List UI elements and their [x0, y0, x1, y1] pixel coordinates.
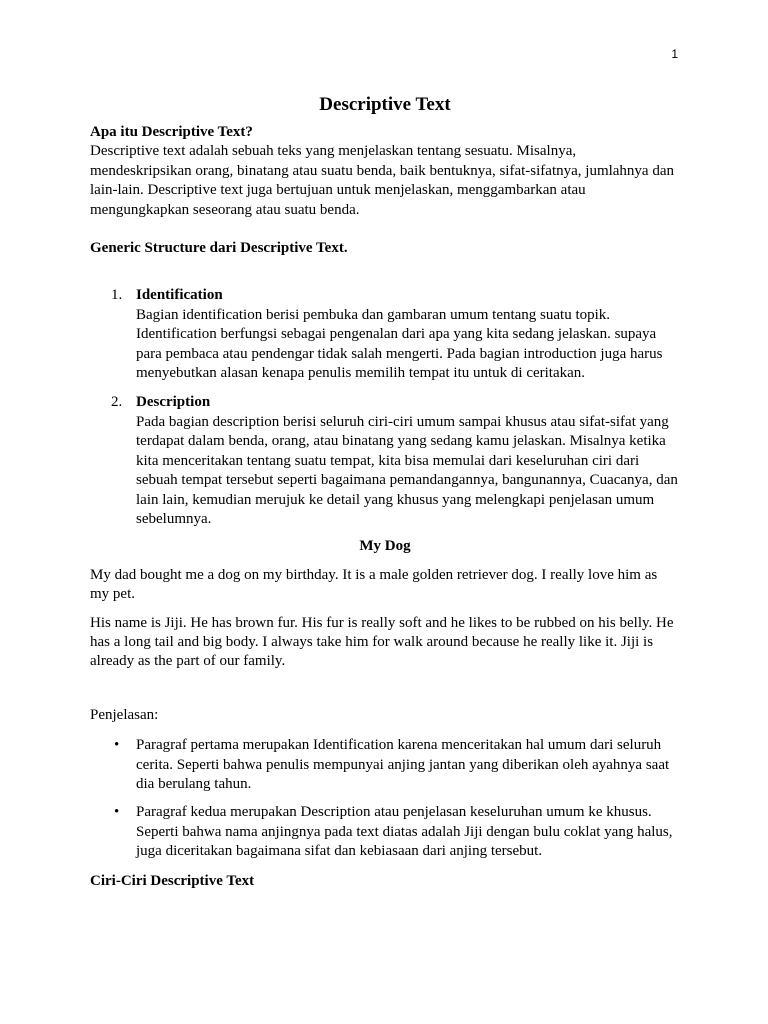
structure-item-text: Bagian identification berisi pembuka dan gambaran umum tentang suatu topik. Identification berfungsi sebagai pengenalan dari apa yang kita sedang jelaskan. supaya para pembaca atau pendengar tidak salah mengerti. Pada bagian introduction juga harus menyebutkan alasan kenapa penulis memilih tempat itu untuk di ceritakan.	[136, 306, 663, 382]
explanation-point	[90, 803, 680, 861]
document-body	[90, 93, 680, 891]
story-title: My Dog	[359, 538, 411, 555]
bullet-icon: •	[114, 804, 120, 821]
explanation-point	[90, 736, 680, 794]
story-paragraph-2: His name is Jiji. He has brown fur. His fur is really soft and he likes to be rubbed on his belly. He has a long tail and big body. I always take him for walk around because he really like it. Jiji is already as the part of our family.	[90, 614, 674, 670]
structure-item-title: Description	[136, 394, 211, 411]
explanation-label: Penjelasan:	[90, 706, 159, 723]
explanation-point-text: Paragraf pertama merupakan Identification karena menceritakan hal umum dari seluruh cerita. Seperti bahwa penulis mempunyai anjing jantan yang diberikan oleh ayahnya saat dia berulang tahun.	[136, 737, 670, 792]
structure-item-text: Pada bagian description berisi seluruh ciri-ciri umum sampai khusus atau sifat-sifat yang terdapat dalam benda, orang, atau binatang yang sedang kamu jelaskan. Misalnya ketika kita menceritakan tentang suatu tempat, kita bisa memulai dari keseluruhan ciri dari sebuah tempat tersebut seperti bagaimana pemandangannya, bangunannya, Cuacanya, dan lain lain, kemudian merujuk ke detail yang khusus yang melengkapi penjelasan umum sebelumnya.	[136, 413, 678, 527]
list-number: 1.	[111, 287, 123, 304]
structure-heading: Generic Structure dari Descriptive Text.	[90, 240, 348, 257]
structure-item-title: Identification	[136, 287, 223, 304]
list-number: 2.	[111, 394, 123, 411]
intro-paragraph: Descriptive text adalah sebuah teks yang menjelaskan tentang sesuatu. Misalnya, mendeskripsikan orang, binatang atau suatu benda, baik bentuknya, sifat-sifatnya, jumlahnya dan lain-lain. Descriptive text juga bertujuan untuk menjelaskan, menggambarkan atau mengungkapkan seseorang atau suatu benda.	[90, 143, 674, 218]
page-number: 1	[671, 47, 678, 61]
bullet-icon: •	[114, 737, 120, 754]
structure-item-description	[90, 393, 680, 529]
story-paragraph-1: My dad bought me a dog on my birthday. It is a male golden retriever dog. I really love him as my pet.	[90, 566, 658, 603]
structure-item-identification	[90, 286, 680, 383]
explanation-point-text: Paragraf kedua merupakan Description atau penjelasan keseluruhan umum ke khusus. Seperti bahwa nama anjingnya pada text diatas adalah Jiji dengan bulu coklat yang halus, juga diceritakan bagaimana sifat dan kebiasaan dari anjing tersebut.	[136, 804, 673, 860]
intro-heading: Apa itu Descriptive Text?	[90, 124, 253, 140]
document-title: Descriptive Text	[319, 94, 451, 115]
explanation-list	[90, 736, 680, 861]
characteristics-heading: Ciri-Ciri Descriptive Text	[90, 872, 255, 889]
structure-list	[90, 286, 680, 529]
